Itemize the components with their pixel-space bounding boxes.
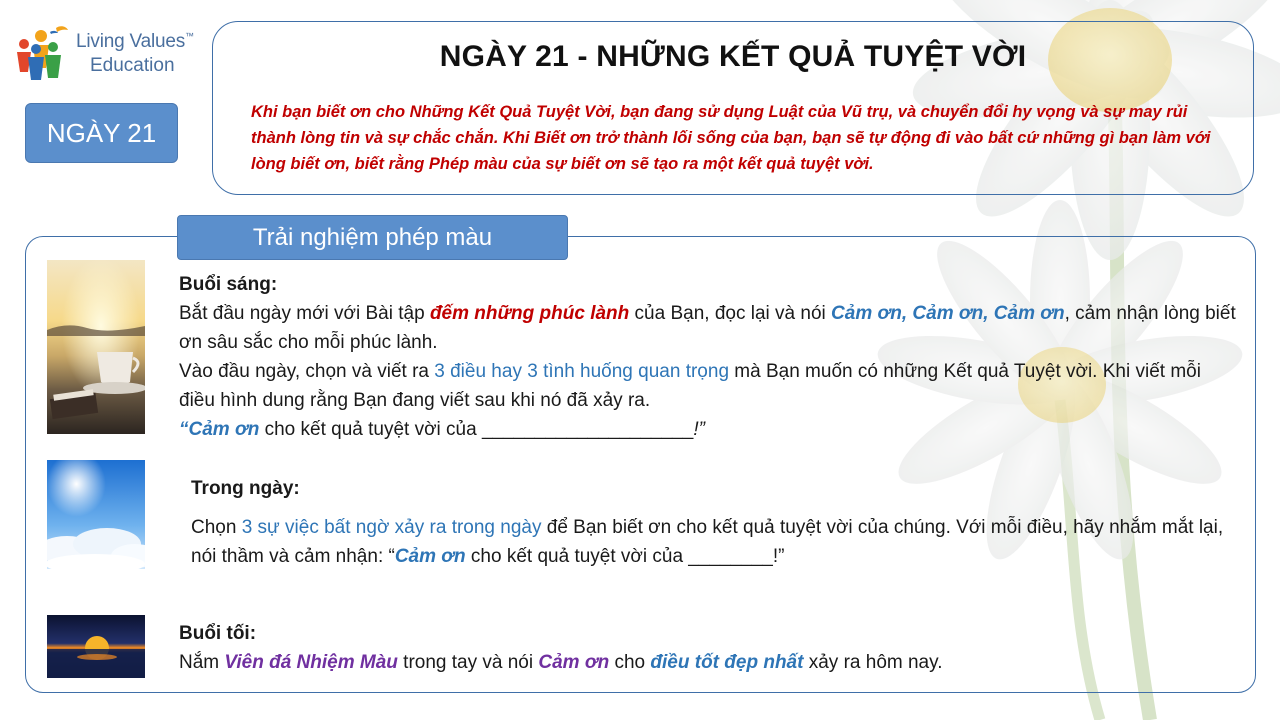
- day-badge: NGÀY 21: [25, 103, 178, 163]
- header-box: [212, 21, 1254, 195]
- page-title: NGÀY 21 - NHỮNG KẾT QUẢ TUYỆT VỜI: [439, 40, 1027, 73]
- evening-label: Buổi tối:: [179, 623, 257, 644]
- text-run: xảy ra hôm nay.: [803, 652, 943, 673]
- morning-paragraph-2: [179, 357, 1239, 415]
- text-run: !”: [693, 419, 705, 440]
- morning-label: Buổi sáng:: [179, 274, 278, 295]
- highlight-blue: “Cảm ơn: [179, 419, 260, 440]
- highlight-blue: 3 sự việc bất ngờ xảy ra trong ngày: [241, 517, 542, 538]
- highlight-blue: 3 điều hay 3 tình huống quan trọng: [434, 361, 730, 382]
- morning-paragraph-3: [179, 415, 1239, 444]
- text-run: cho: [609, 652, 651, 673]
- section-tab: Trải nghiệm phép màu: [177, 215, 568, 260]
- highlight-purple: Cảm ơn: [538, 652, 610, 673]
- logo-title: Living Values™: [76, 31, 194, 52]
- evening-section: [179, 619, 1239, 677]
- text-run: Nắm: [179, 652, 225, 673]
- text-run: để Bạn biết ơn cho kết quả tuyệt vời của chúng. Với mỗi điều, hãy nhắm mắt lại, nói thầm và cảm nhận: “: [191, 517, 1224, 567]
- sunset-photo: [47, 615, 145, 678]
- text-run: Chọn: [191, 517, 242, 538]
- morning-section: [179, 270, 1239, 444]
- text-run: trong tay và nói: [397, 652, 539, 673]
- morning-paragraph-1: [179, 299, 1239, 357]
- text-run: Vào đầu ngày, chọn và viết ra: [179, 361, 435, 382]
- living-values-logo: [12, 22, 212, 84]
- sunrise-coffee-photo: [47, 260, 145, 434]
- logo-people-icon: [12, 22, 70, 84]
- text-run: cho kết quả tuyệt vời của ________!”: [465, 546, 785, 567]
- text-run: Bắt đầu ngày mới với Bài tập: [179, 303, 430, 324]
- sky-sun-photo: [47, 460, 145, 569]
- highlight-blue: Cảm ơn, Cảm ơn, Cảm ơn: [831, 303, 1065, 324]
- daytime-label: Trong ngày:: [191, 478, 300, 499]
- daytime-section: [191, 474, 1241, 571]
- daytime-paragraph: [191, 513, 1241, 571]
- highlight-blue: Cảm ơn: [394, 546, 466, 567]
- evening-paragraph: [179, 648, 1239, 677]
- text-run: của Bạn, đọc lại và nói: [629, 303, 832, 324]
- text-run: cho kết quả tuyệt vời của ____________________: [259, 419, 694, 440]
- text-run: , cảm nhận lòng biết ơn sâu sắc cho mỗi phúc lành.: [179, 303, 1236, 353]
- highlight-purple: Viên đá Nhiệm Màu: [224, 652, 398, 673]
- highlight-red: đếm những phúc lành: [429, 303, 630, 324]
- highlight-blue: điều tốt đẹp nhất: [650, 652, 804, 673]
- intro-quote: Khi bạn biết ơn cho Những Kết Quả Tuyệt Vời, bạn đang sử dụng Luật của Vũ trụ, và chuyển đổi hy vọng và sự may rủi thành lòng tin và sự chắc chắn. Khi Biết ơn trở thành lối sống của bạn, bạn sẽ tự động đi vào bất cứ những gì bạn làm với lòng biết ơn, biết rằng Phép màu của sự biết ơn sẽ tạo ra một kết quả tuyệt vời.: [251, 103, 1211, 173]
- text-run: mà Bạn muốn có những Kết quả Tuyệt vời. Khi viết mỗi điều hình dung rằng Bạn đang viết sau khi nó đã xảy ra.: [179, 361, 1201, 411]
- logo-subtitle: Education: [90, 55, 175, 76]
